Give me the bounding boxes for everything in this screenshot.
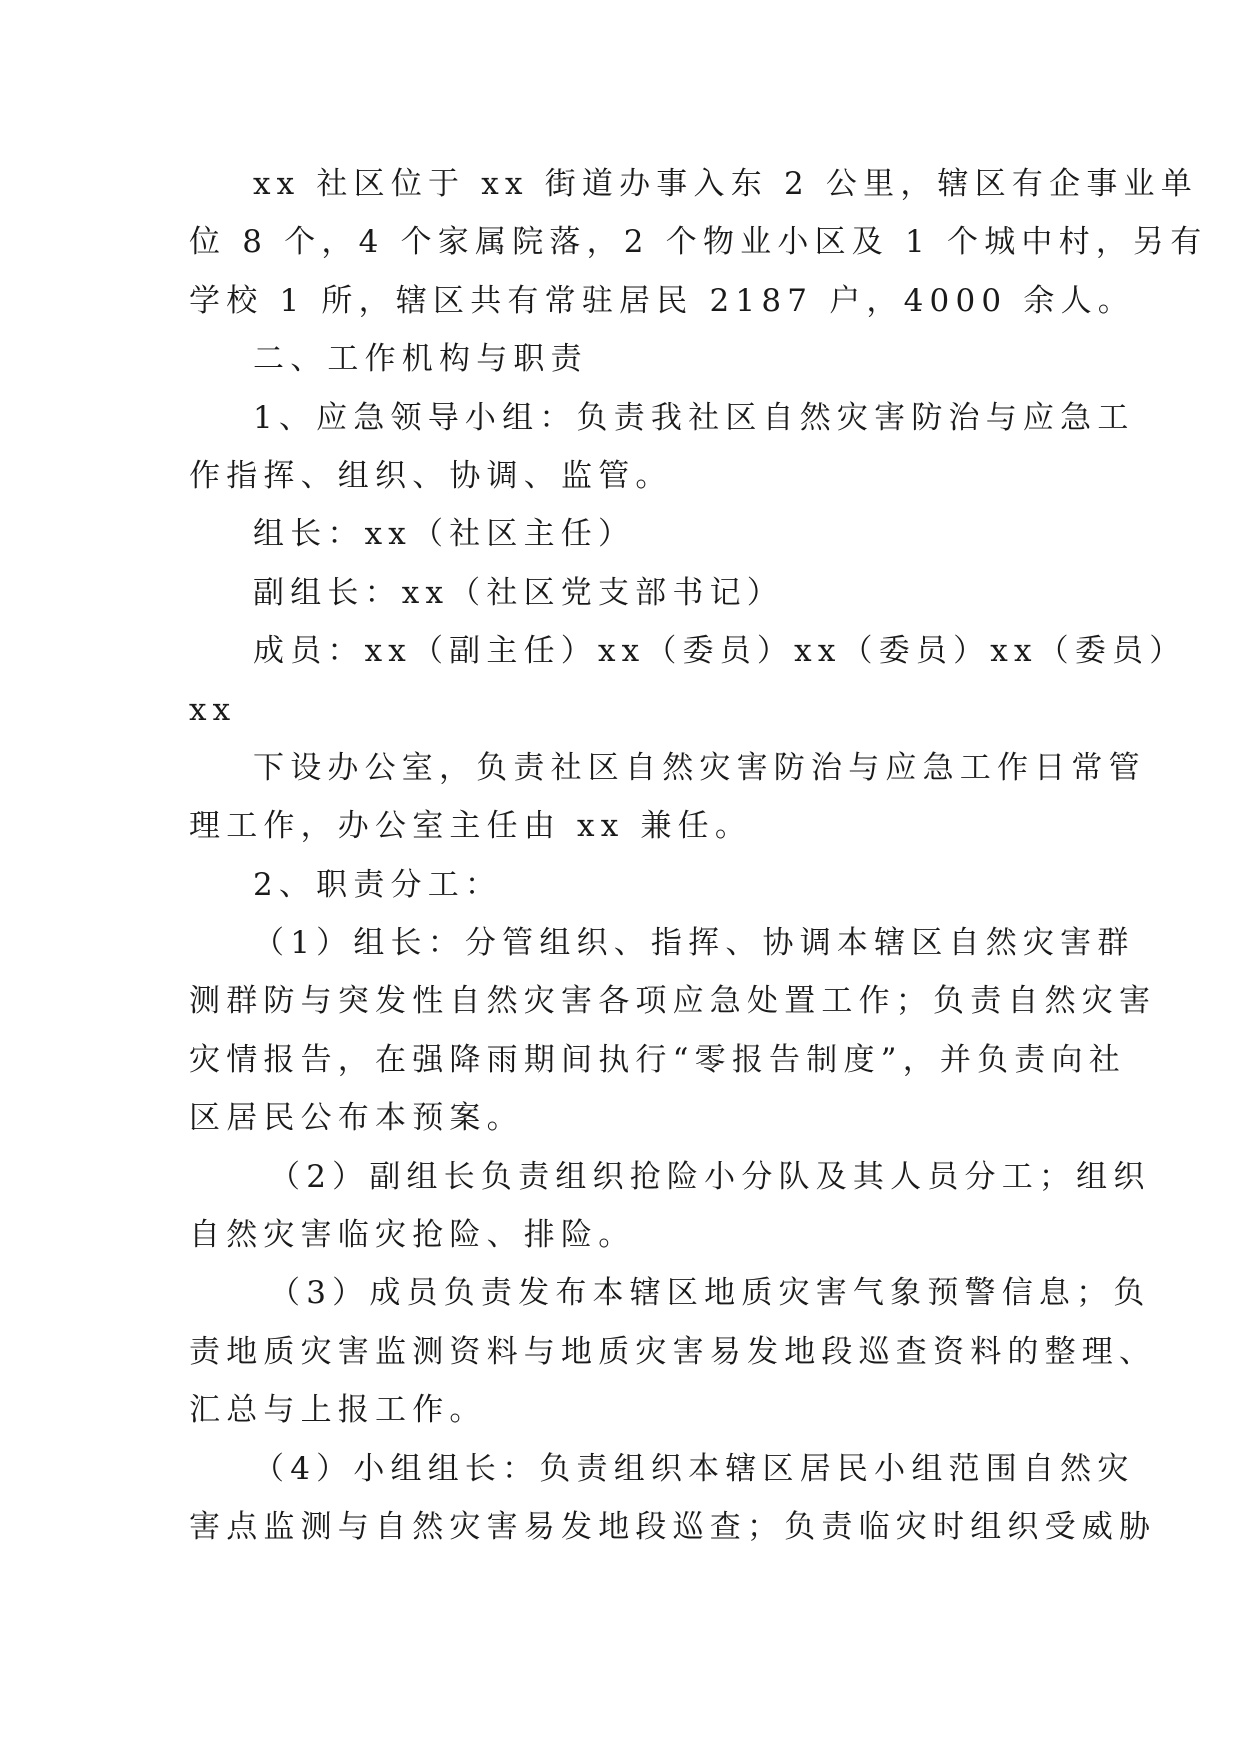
paragraph-line: 1、应急领导小组：负责我社区自然灾害防治与应急工 — [253, 399, 1135, 436]
paragraph-line: （1）组长：分管组织、指挥、协调本辖区自然灾害群 — [253, 925, 1135, 962]
paragraph-line: 区居民公布本预案。 — [189, 1100, 524, 1137]
paragraph-line: 灾情报告，在强降雨期间执行“零报告制度”，并负责向社 — [189, 1041, 1126, 1078]
document-body — [189, 155, 1208, 1556]
paragraph-line: 位 8 个，4 个家属院落，2 个物业小区及 1 个城中村，另有 — [189, 224, 1208, 261]
paragraph-line: （2）副组长负责组织抢险小分队及其人员分工；组织 — [269, 1158, 1151, 1195]
paragraph-line: （3）成员负责发布本辖区地质灾害气象预警信息；负 — [269, 1275, 1151, 1312]
paragraph-line: 理工作，办公室主任由 xx 兼任。 — [189, 808, 753, 845]
paragraph-line: 自然灾害临灾抢险、排险。 — [189, 1217, 636, 1254]
paragraph-line: 组长：xx（社区主任） — [253, 516, 636, 553]
paragraph-line: 下设办公室，负责社区自然灾害防治与应急工作日常管 — [253, 749, 1146, 786]
paragraph-line: 汇总与上报工作。 — [189, 1392, 487, 1429]
paragraph-line: 副组长：xx（社区党支部书记） — [253, 574, 784, 611]
paragraph-line: （4）小组组长：负责组织本辖区居民小组范围自然灾 — [253, 1450, 1135, 1487]
paragraph-line: 2、职责分工： — [253, 866, 503, 903]
paragraph-line: 测群防与突发性自然灾害各项应急处置工作；负责自然灾害 — [189, 983, 1157, 1020]
paragraph-line: 作指挥、组织、协调、监管。 — [189, 457, 673, 494]
paragraph-line: 学校 1 所，辖区共有常驻居民 2187 户，4000 余人。 — [189, 282, 1135, 319]
paragraph-line: xx — [189, 691, 237, 728]
paragraph-line: 成员：xx（副主任）xx（委员）xx（委员）xx（委员） — [253, 633, 1187, 670]
paragraph-line: xx 社区位于 xx 街道办事入东 2 公里，辖区有企事业单 — [253, 166, 1198, 202]
paragraph-line: 害点监测与自然灾害易发地段巡查；负责临灾时组织受威胁 — [189, 1508, 1157, 1545]
section-heading: 二、工作机构与职责 — [253, 341, 588, 378]
paragraph-line: 责地质灾害监测资料与地质灾害易发地段巡查资料的整理、 — [189, 1333, 1157, 1370]
